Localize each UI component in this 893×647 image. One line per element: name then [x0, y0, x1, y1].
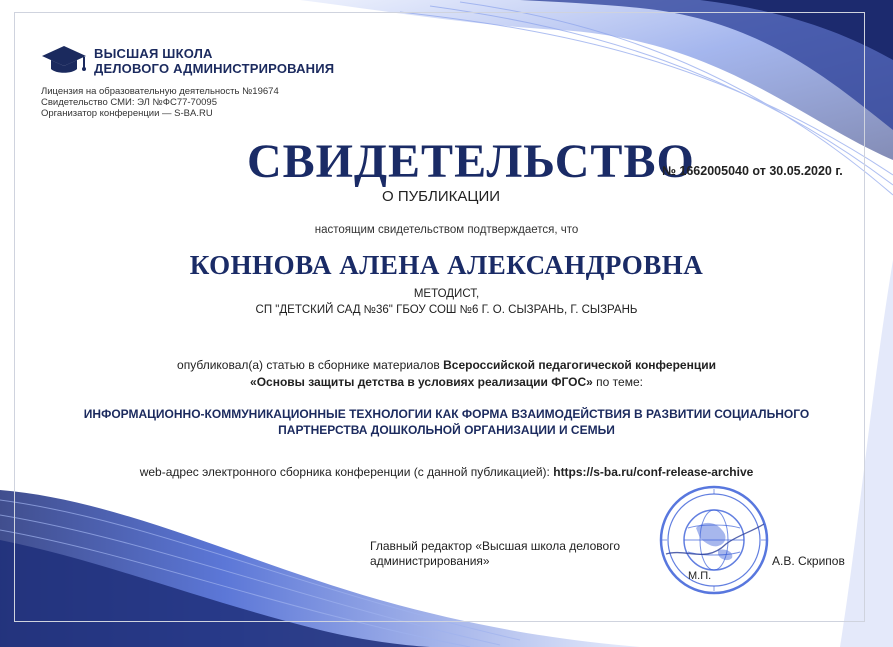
topic-line2: ПАРТНЕРСТВА ДОШКОЛЬНОЙ ОРГАНИЗАЦИИ И СЕМЬИ [278, 423, 615, 437]
org-name [94, 46, 334, 76]
certificate-subtitle: О ПУБЛИКАЦИИ [382, 188, 501, 205]
org-logo [40, 44, 334, 78]
org-name-line2: ДЕЛОВОГО АДМИНИСТРИРОВАНИЯ [94, 61, 335, 76]
topic-suffix: по теме: [592, 375, 643, 389]
stamp-place-label: М.П. [688, 570, 712, 582]
license-line: Лицензия на образовательную деятельность №19674 [41, 86, 279, 97]
editor-line2: администрирования» [370, 554, 490, 568]
conference-title: «Основы защиты детства в условиях реализации ФГОС» [250, 375, 593, 389]
media-certificate-line: Свидетельство СМИ: ЭЛ №ФС77-70095 [41, 97, 217, 108]
editor-line1: Главный редактор «Высшая школа делового [370, 539, 621, 553]
certificate-number: № 1662005040 от 30.05.2020 г. [662, 164, 843, 178]
editor-block [370, 539, 620, 569]
license-info [41, 86, 279, 119]
globe-seal-icon [656, 484, 772, 596]
conference-name: Всероссийской педагогической конференции [443, 358, 716, 372]
certificate-title: СВИДЕТЕЛЬСТВО [247, 135, 695, 188]
topic-line1: ИНФОРМАЦИОННО-КОММУНИКАЦИОННЫЕ ТЕХНОЛОГИИ КАК ФОРМА ВЗАИМОДЕЙСТВИЯ В РАЗВИТИИ СОЦИАЛЬНОГО [83, 407, 810, 421]
signer-name: А.В. Скрипов [772, 554, 845, 568]
person-name: КОННОВА АЛЕНА АЛЕКСАНДРОВНА [189, 250, 704, 280]
published-prefix: опубликовал(а) статью в сборнике материалов [177, 358, 444, 372]
org-name-line1: ВЫСШАЯ ШКОЛА [94, 46, 213, 61]
person-position: МЕТОДИСТ, [413, 288, 480, 300]
web-url-link[interactable]: https://s-ba.ru/conf-release-archive [553, 465, 754, 479]
web-prefix: web-адрес электронного сборника конференции (с данной публикацией): [139, 465, 554, 479]
graduation-cap-icon [40, 44, 88, 78]
web-address-line [0, 465, 893, 479]
conference-title-line [0, 375, 893, 389]
organizer-line: Организатор конференции — S-BA.RU [41, 108, 213, 119]
confirm-text: настоящим свидетельством подтверждается, что [314, 224, 579, 236]
published-line [0, 358, 893, 372]
person-workplace: СП "ДЕТСКИЙ САД №36" ГБОУ СОШ №6 Г. О. СЫЗРАНЬ, Г. СЫЗРАНЬ [255, 304, 638, 316]
